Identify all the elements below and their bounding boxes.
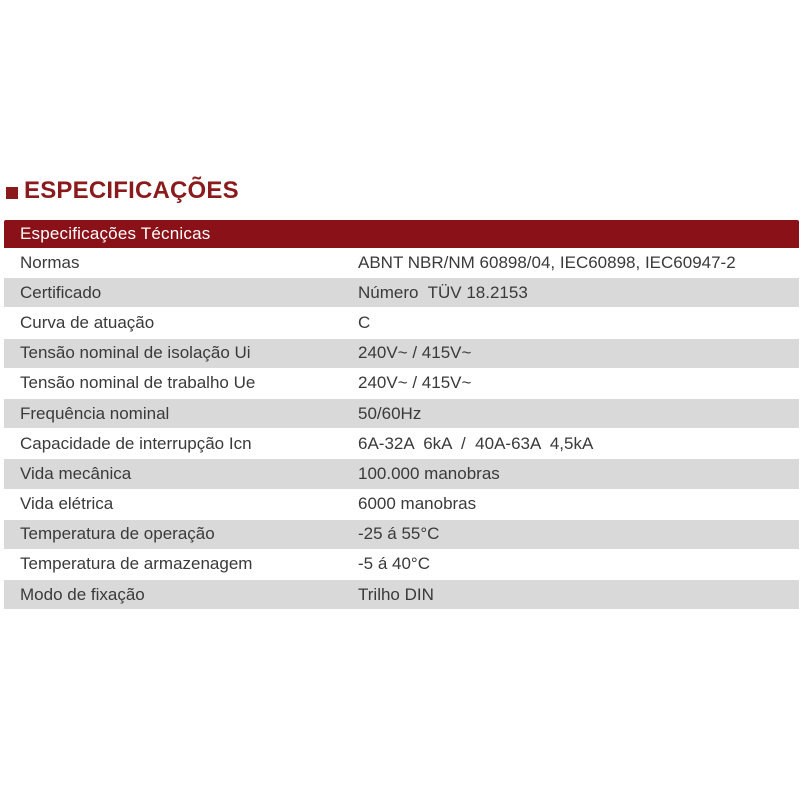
table-row [4,459,799,489]
row-label: Certificado [20,282,102,302]
row-label: Tensão nominal de trabalho Ue [20,373,256,393]
row-label: Modo de fixação [20,584,145,604]
row-value: ABNT NBR/NM 60898/04, IEC60898, IEC60947-2 [358,252,736,272]
row-value: 50/60Hz [358,403,422,423]
square-icon [6,187,18,199]
row-value: Trilho DIN [358,584,434,604]
row-value: 6000 manobras [358,494,477,514]
row-label: Normas [20,252,80,272]
table-row [4,308,799,338]
row-label: Curva de atuação [20,312,155,332]
table-row [4,429,799,459]
section-heading [6,174,239,208]
spec-table [4,220,799,610]
row-label: Vida mecânica [20,463,132,483]
row-value: 240V~ / 415V~ [358,343,472,363]
row-value: -5 á 40°C [358,554,431,574]
row-value: 240V~ / 415V~ [358,373,472,393]
row-label: Capacidade de interrupção Icn [20,433,252,453]
row-label: Temperatura de operação [20,524,215,544]
row-label: Temperatura de armazenagem [20,554,253,574]
row-label: Vida elétrica [20,494,114,514]
table-row [4,369,799,399]
table-row [4,278,799,308]
row-value: 100.000 manobras [358,463,500,483]
table-header [4,220,799,248]
table-row [4,550,799,580]
page-title: ESPECIFICAÇÕES [24,177,239,204]
table-row [4,580,799,610]
row-label: Frequência nominal [20,403,170,423]
table-row [4,399,799,429]
row-value: 6A-32A 6kA / 40A-63A 4,5kA [358,433,594,453]
row-value: -25 á 55°C [358,524,440,544]
table-header-label: Especificações Técnicas [20,224,211,243]
row-value: Número TÜV 18.2153 [358,282,528,302]
table-row [4,339,799,369]
table-row [4,490,799,520]
table-row [4,520,799,550]
table-row [4,248,799,278]
row-value: C [358,312,371,332]
row-label: Tensão nominal de isolação Ui [20,343,251,363]
